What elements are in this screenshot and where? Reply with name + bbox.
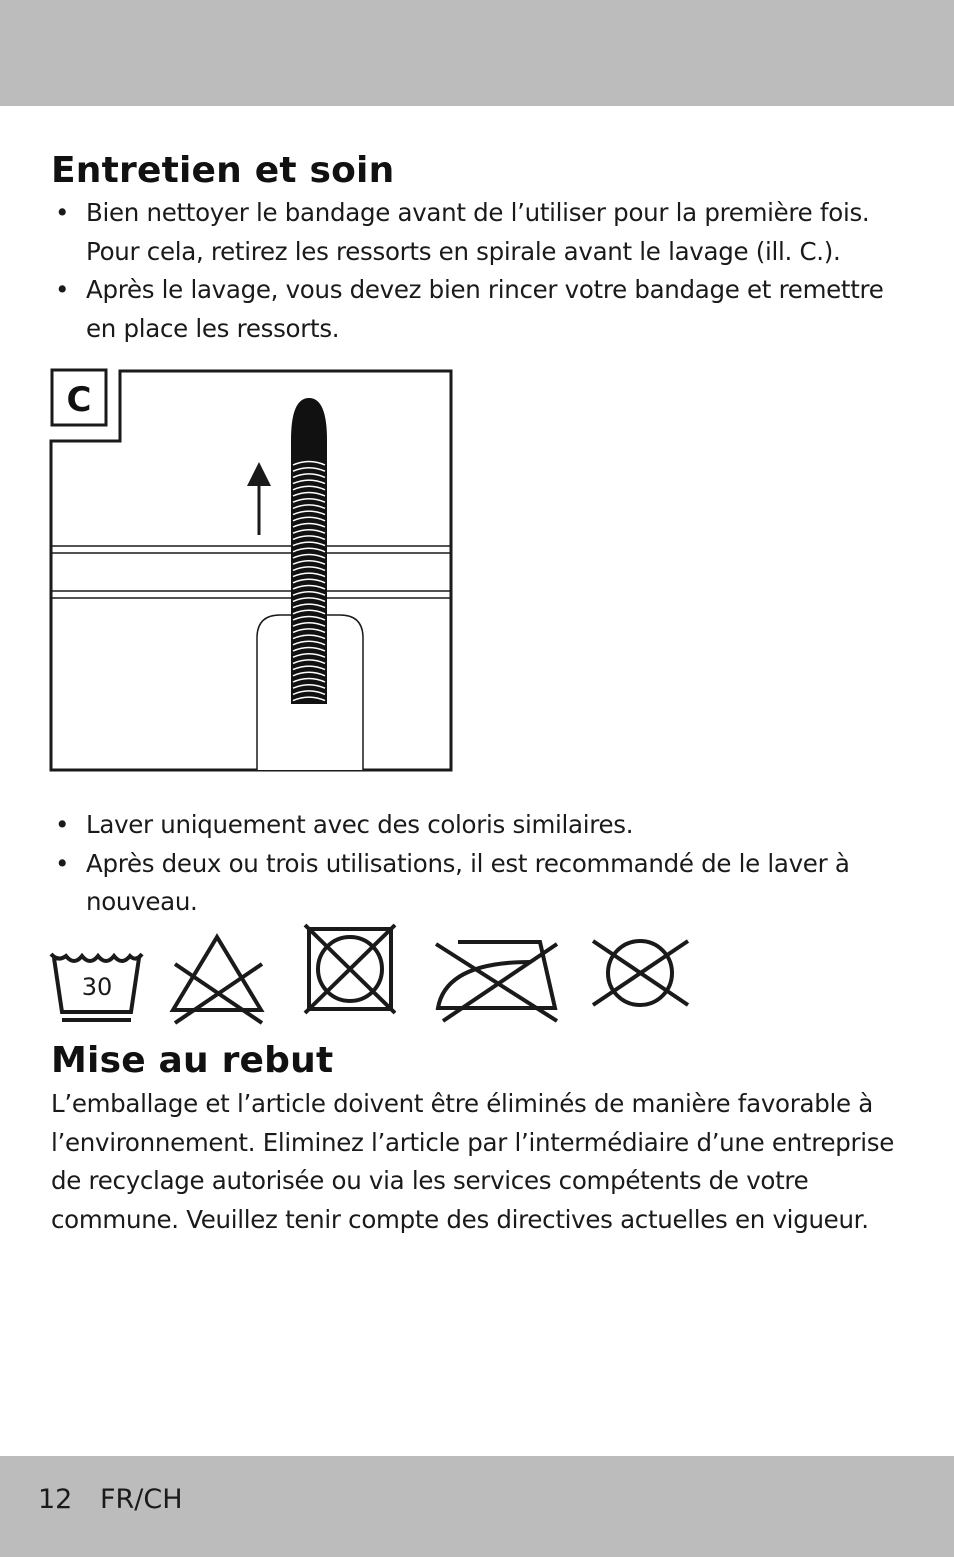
no-tumble-dry-icon: [305, 925, 395, 1013]
no-bleach-icon: [173, 937, 262, 1023]
no-dry-clean-icon: [593, 941, 688, 1005]
list-item: • Bien nettoyer le bandage avant de l’utiliser pour la première fois. Pour cela, retirez les ressorts en spirale avant le lavage (ill. C.).: [51, 194, 911, 271]
section-title-care: Entretien et soin: [51, 150, 395, 191]
no-iron-icon: [436, 942, 557, 1021]
list-item: • Après le lavage, vous devez bien rincer votre bandage et remettre en place les ressorts.: [51, 271, 911, 348]
section-title-disposal: Mise au rebut: [51, 1040, 334, 1081]
disposal-text: L’emballage et l’article doivent être éliminés de manière favorable à l’environnement. Eliminez l’article par l’intermédiaire d’une entreprise de recyclage autorisée ou via les services compétents de votre commune. Veuillez tenir compte des directives actuelles en vigueur.: [51, 1089, 894, 1234]
list-item: • Après deux ou trois utilisations, il est recommandé de le laver à nouveau.: [51, 845, 911, 922]
wash-30-icon: [51, 954, 142, 1020]
language-code: FR/CH: [100, 1484, 183, 1515]
list-item: • Laver uniquement avec des coloris similaires.: [51, 806, 911, 845]
page-number: 12: [38, 1484, 73, 1515]
wash-temperature: 30: [81, 973, 113, 1001]
figure-label: C: [66, 380, 92, 420]
